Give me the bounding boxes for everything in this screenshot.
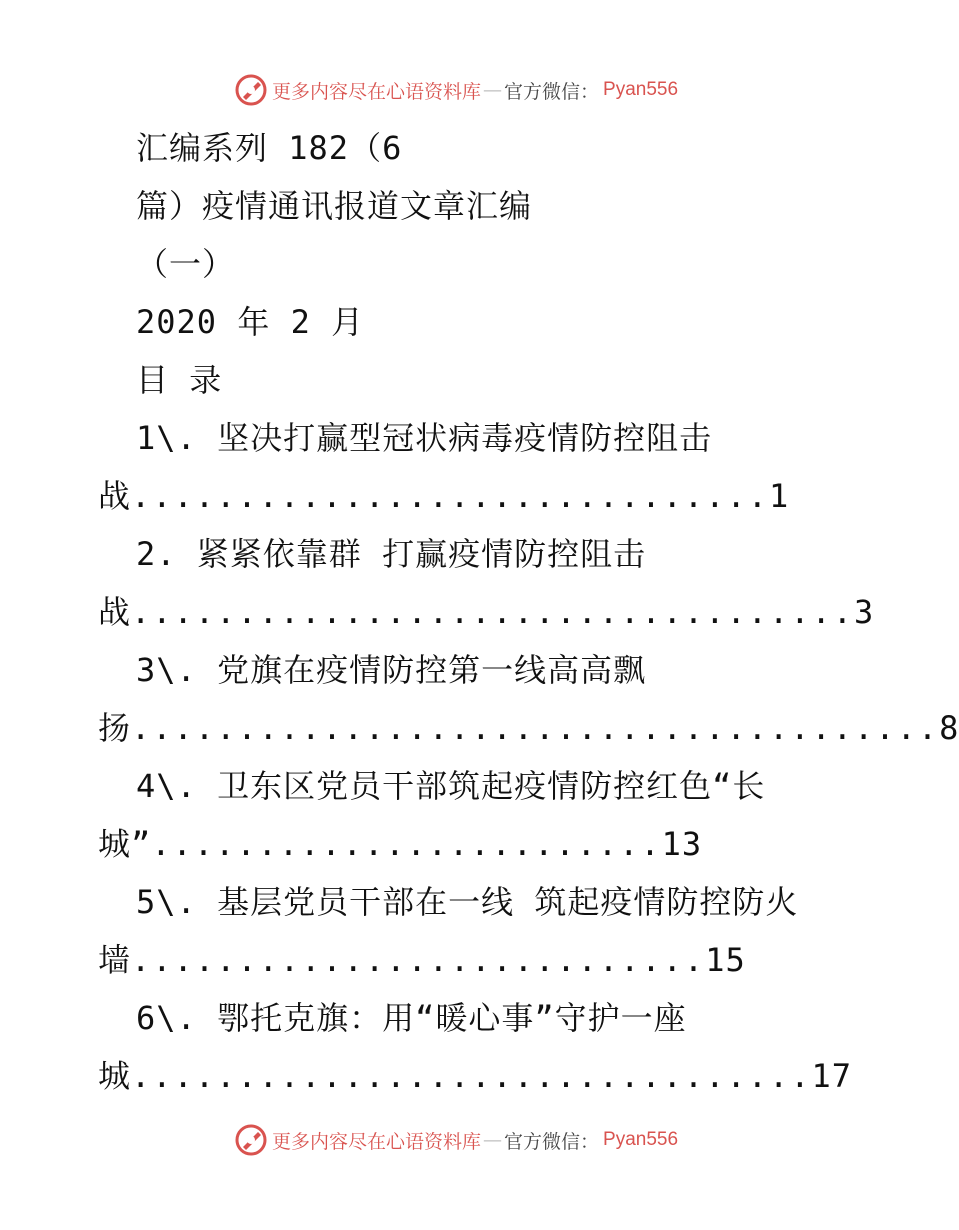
banner-wechat-label: 官方微信： <box>504 80 600 103</box>
title-line-1: 汇编系列 182（6 <box>136 129 403 167</box>
title-line-2: 篇）疫情通讯报道文章汇编 <box>136 187 533 225</box>
toc-entry-leader-2 <box>98 592 874 632</box>
toc-entry-title-4: 4\. 卫东区党员干部筑起疫情防控红色“长 <box>136 767 766 805</box>
toc-dot-leader: ................................ <box>131 1057 812 1095</box>
toc-page-number: 15 <box>705 941 746 979</box>
toc-entry-lead-word: 战 <box>98 593 132 631</box>
bottom-banner <box>234 1122 678 1158</box>
toc-page-number: 13 <box>661 825 703 863</box>
banner-wechat-label: 官方微信： <box>504 1130 600 1153</box>
banner-wechat-id: Pyan556 <box>603 79 679 100</box>
toc-entry-lead-word: 城” <box>98 825 152 863</box>
toc-page-number: 17 <box>811 1057 853 1095</box>
toc-entry-lead-word: 墙 <box>98 941 132 979</box>
toc-dot-leader: ........................ <box>151 825 662 863</box>
top-banner <box>234 72 678 108</box>
toc-entry-title-2: 2. 紧紧依靠群 打赢疫情防控阻击 <box>136 535 647 573</box>
pen-logo-icon <box>234 1123 268 1157</box>
date-line: 2020 年 2 月 <box>136 303 365 341</box>
pen-logo-icon <box>234 73 268 107</box>
toc-entry-title-5: 5\. 基层党员干部在一线 筑起疫情防控防火 <box>136 883 799 921</box>
title-line-3: （一） <box>136 245 236 283</box>
toc-entry-lead-word: 战 <box>98 477 132 515</box>
toc-dot-leader: ........................... <box>131 941 706 979</box>
toc-entry-leader-1 <box>98 476 789 516</box>
toc-dot-leader: .............................. <box>131 477 769 515</box>
toc-entry-leader-5 <box>98 940 746 980</box>
toc-dot-leader: .................................. <box>131 593 855 631</box>
toc-page-number: 3 <box>854 593 875 631</box>
toc-entry-leader-6 <box>98 1056 852 1096</box>
banner-separator: — <box>483 79 503 101</box>
toc-entry-title-6: 6\. 鄂托克旗：用“暖心事”守护一座 <box>136 999 687 1037</box>
banner-wechat-id: Pyan556 <box>603 1129 679 1150</box>
banner-separator: — <box>483 1129 503 1151</box>
toc-dot-leader: ...................................... <box>131 709 940 747</box>
toc-entry-leader-4 <box>98 824 702 864</box>
toc-page-number: 1 <box>768 477 790 515</box>
toc-page-number: 8 <box>939 709 959 747</box>
banner-text: 更多内容尽在心语资料库 <box>272 1130 482 1153</box>
toc-heading: 目 录 <box>136 361 223 399</box>
toc-entry-lead-word: 扬 <box>98 709 132 747</box>
toc-entry-lead-word: 城 <box>98 1057 132 1095</box>
toc-entry-leader-3 <box>98 708 959 748</box>
toc-entry-title-1: 1\. 坚决打赢型冠状病毒疫情防控阻击 <box>136 419 713 457</box>
banner-text: 更多内容尽在心语资料库 <box>272 80 482 103</box>
toc-entry-title-3: 3\. 党旗在疫情防控第一线高高飘 <box>136 651 647 689</box>
